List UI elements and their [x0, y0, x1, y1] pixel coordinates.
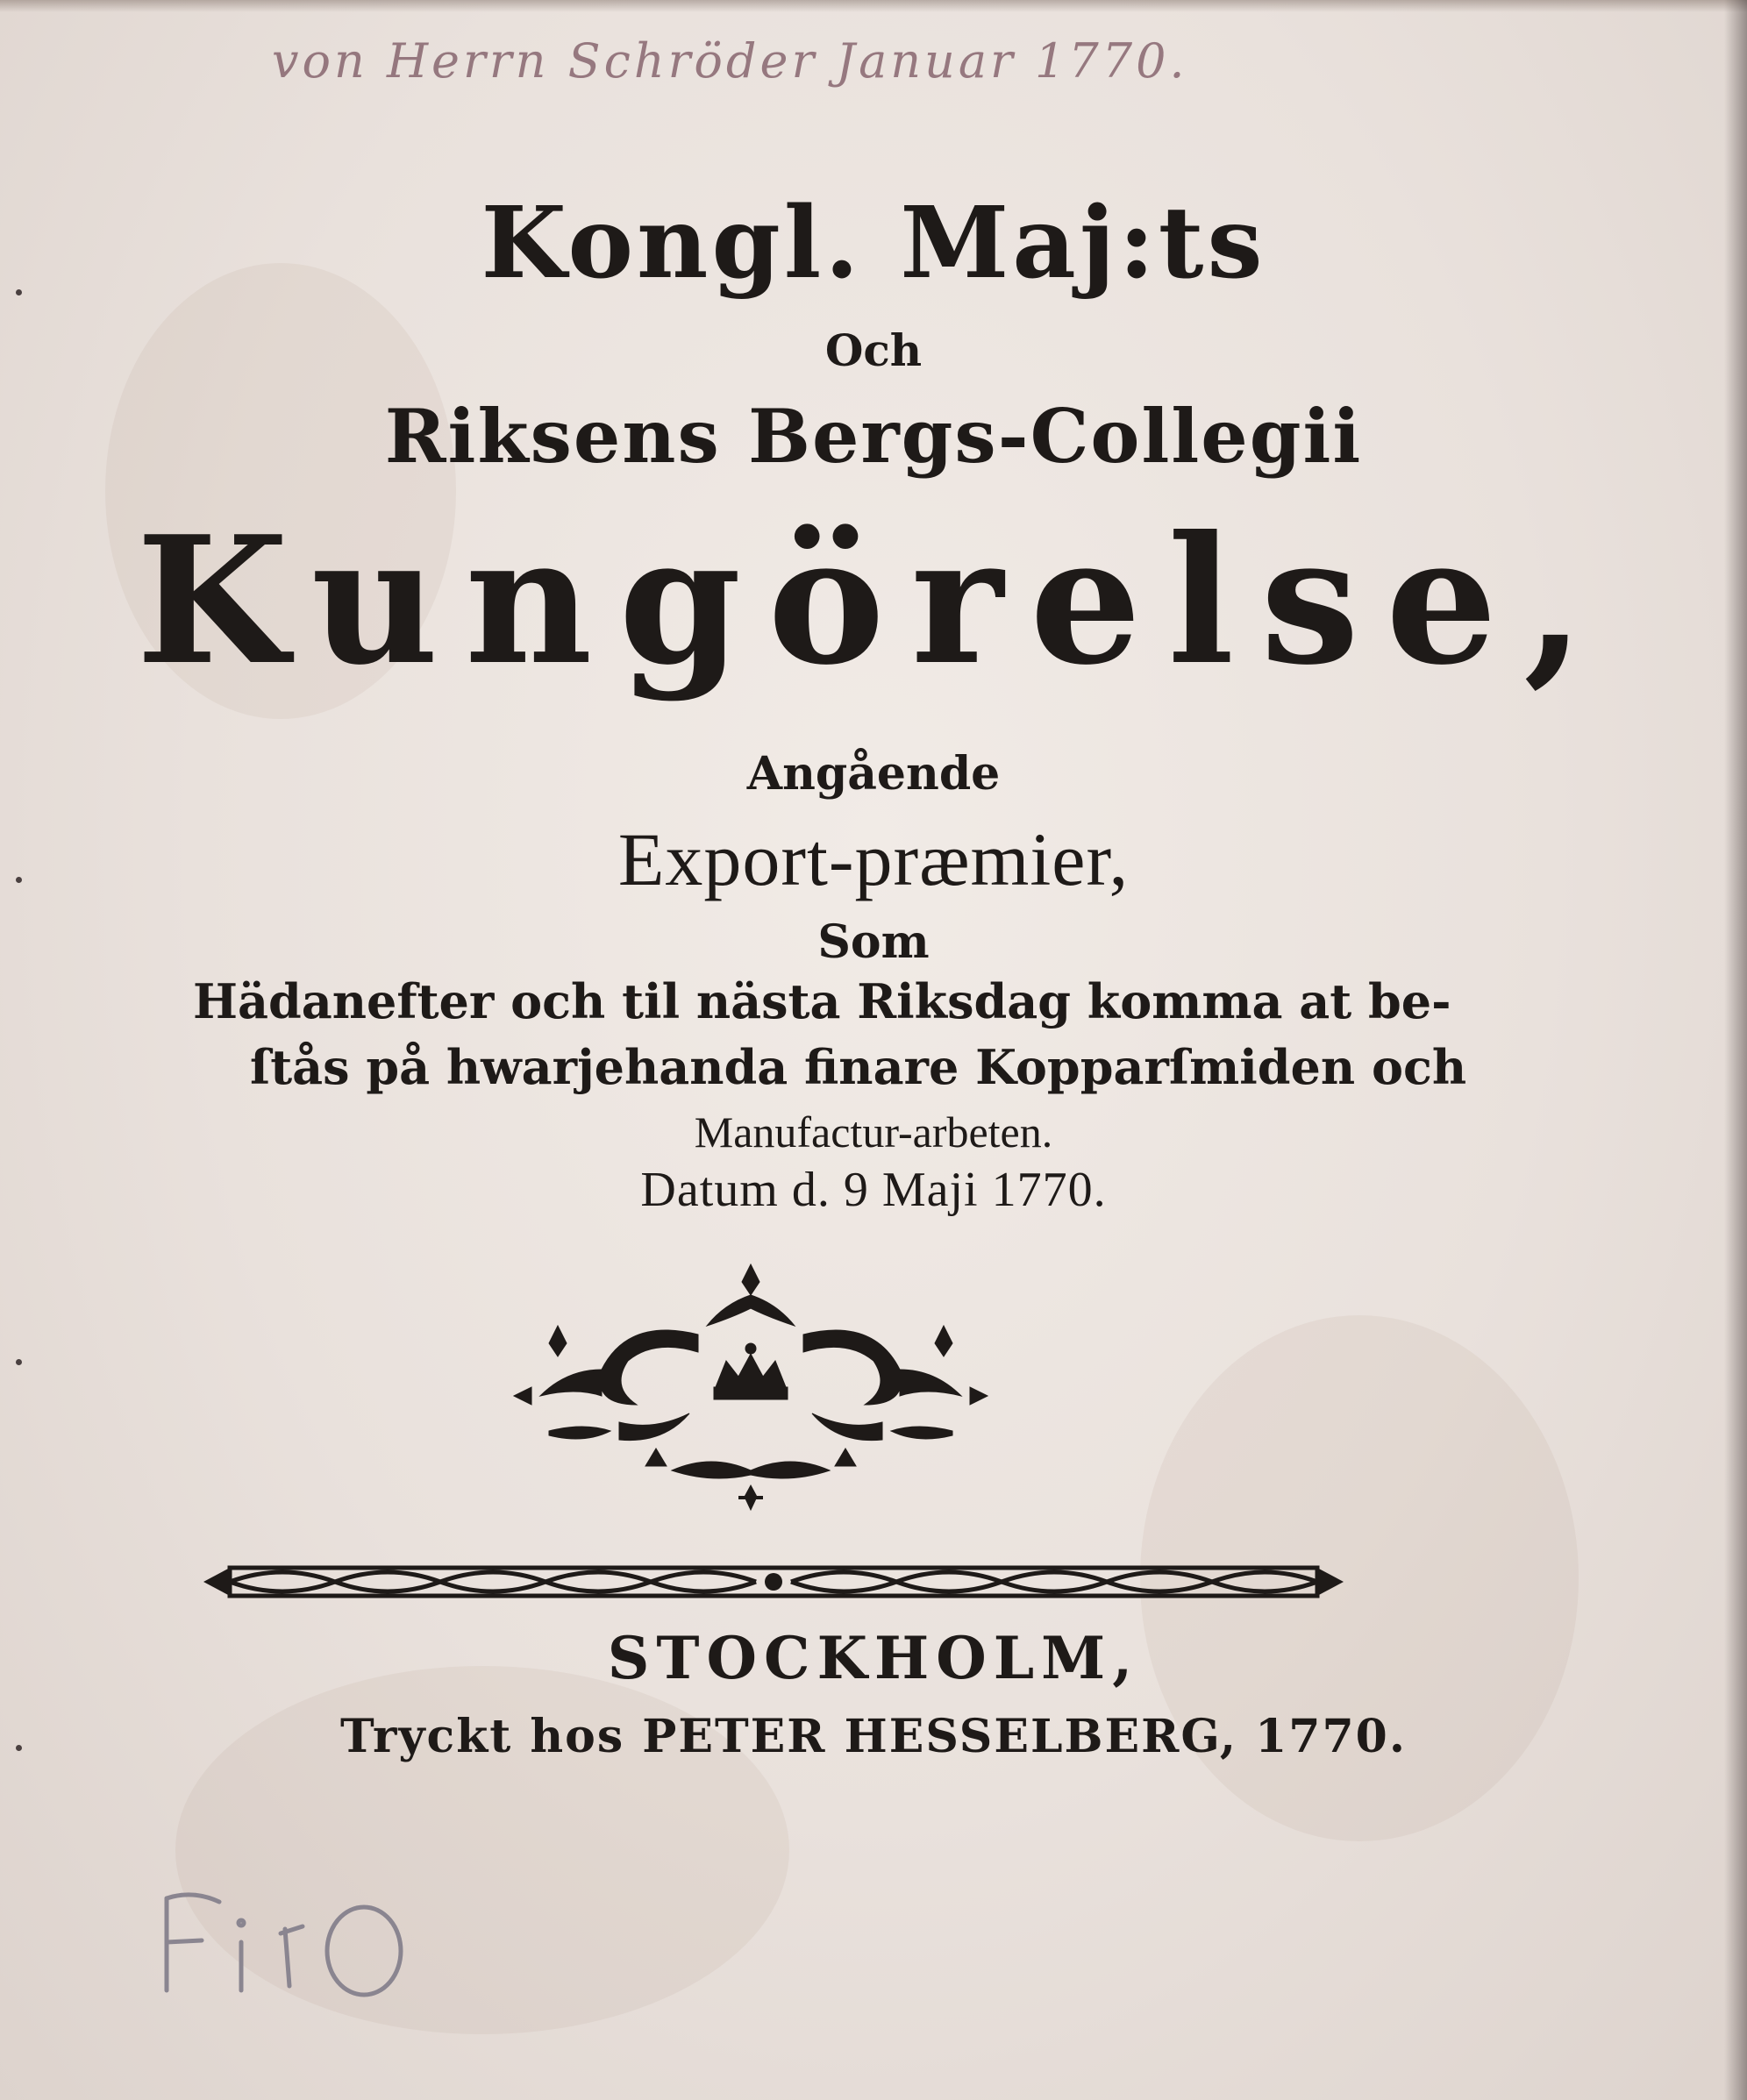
main-title: Kungörelse,: [136, 498, 1611, 704]
page-top-edge: [0, 0, 1747, 12]
page-right-edge: [1724, 0, 1747, 2100]
title-line-2: Och: [824, 324, 923, 376]
imprint-city: STOCKHOLM,: [607, 1624, 1140, 1692]
subject-line-5: ſtås på hwarjehanda finare Kopparſmiden och: [250, 1039, 1467, 1095]
binding-hole: [16, 1359, 22, 1365]
subject-line-6: Manufactur-arbeten.: [694, 1107, 1053, 1157]
subject-line-2: Export-præmier,: [617, 817, 1130, 901]
subject-line-4: Hädanefter och til nästa Riksdag komma at be-: [193, 973, 1451, 1029]
imprint-printer: Tryckt hos PETER HESSELBERG, 1770.: [340, 1710, 1407, 1763]
subject-line-3: Som: [817, 915, 930, 969]
date-line: Datum d. 9 Maji 1770.: [640, 1163, 1107, 1217]
handwritten-note: von Herrn Schröder Januar 1770.: [272, 33, 1188, 89]
subject-line-1: Angående: [746, 747, 1001, 801]
ornamental-rule-icon: [203, 1559, 1344, 1605]
title-line-1: Kongl. Maj:ts: [481, 186, 1266, 301]
crown-ornament-icon: [496, 1256, 1005, 1519]
title-line-3: Riksens Bergs-Collegii: [384, 393, 1363, 480]
archive-pencil-mark: [149, 1881, 439, 2004]
